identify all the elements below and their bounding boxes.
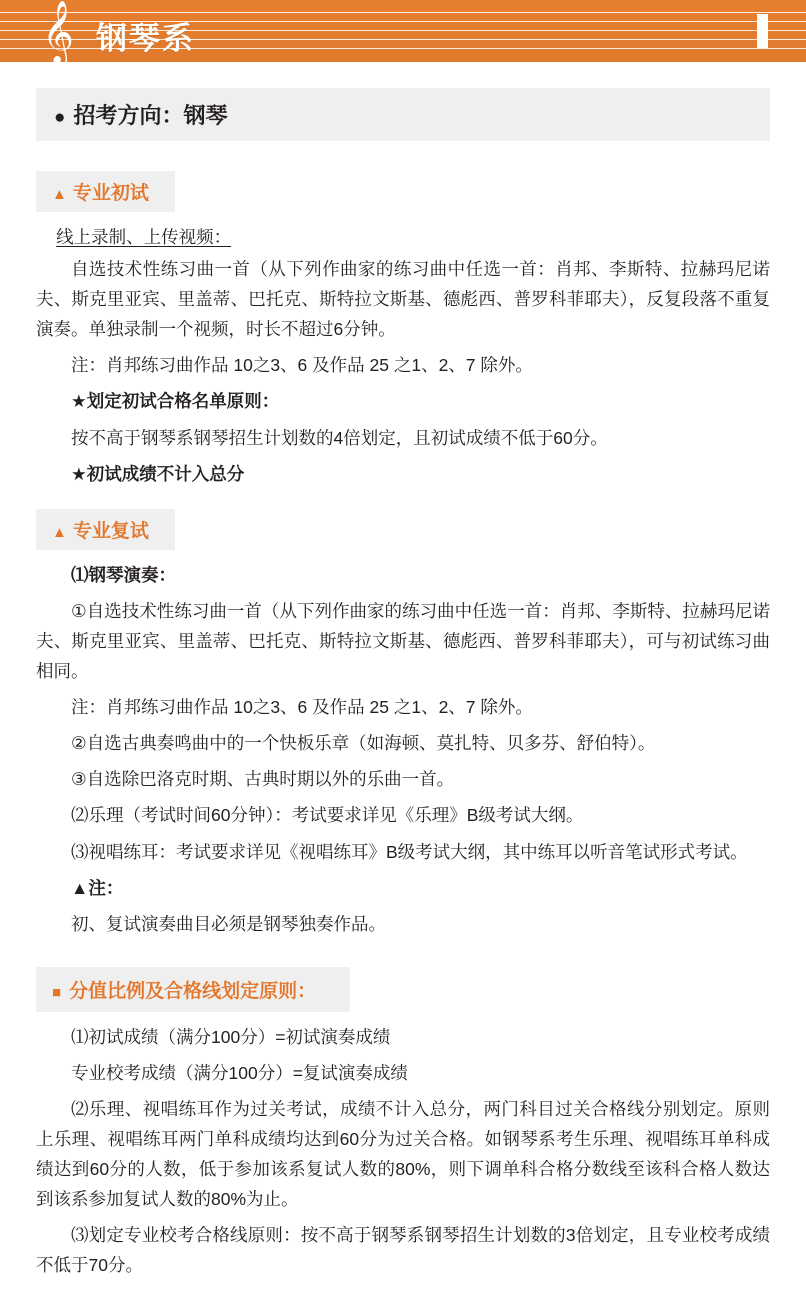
section-header-scoring — [36, 967, 350, 1012]
bar-marker-icon — [757, 14, 768, 48]
triangle-icon: ▲ — [52, 523, 67, 541]
square-icon: ■ — [52, 983, 62, 1001]
triangle-icon: ▲ — [52, 186, 67, 203]
scoring-line-2: 专业校考成绩（满分100分）=复试演奏成绩 — [71, 1062, 408, 1083]
treble-clef-icon: 𝄞 — [42, 2, 74, 62]
retest-item3: ⑶视唱练耳：考试要求详见《视唱练耳》B级考试大纲，其中练耳以听音笔试形式考试。 — [71, 841, 748, 862]
retest-item1-label: ⑴钢琴演奏： — [71, 564, 176, 585]
department-title: 钢琴系 — [96, 21, 195, 56]
page-bottom-spacer — [36, 1287, 770, 1295]
scoring-line-4: ⑶划定专业校考合格线原则：按不高于钢琴系钢琴招生计划数的3倍划定，且专业校考成绩不低于70分。 — [36, 1225, 770, 1276]
retest-item1-sub-3: ②自选古典奏鸣曲中的一个快板乐章（如海顿、莫扎特、贝多芬、舒伯特）。 — [71, 733, 656, 754]
retest-item1-sub-4: ③自选除巴洛克时期、古典时期以外的乐曲一首。 — [71, 769, 455, 790]
preliminary-rule-note: ★初试成绩不计入总分 — [71, 463, 245, 484]
scoring-line-3: ⑵乐理、视唱练耳作为过关考试，成绩不计入总分，两门科目过关合格线分别划定。原则上乐理、视唱练耳两门单科成绩均达到60分为过关合格。如钢琴系考生乐理、视唱练耳单科成绩达到60分的人数，低于参加该系复试人数的80%，则下调单科合格分数线至该科合格人数达到该系参加复试人数的80%为止。 — [36, 1098, 770, 1210]
retest-item2: ⑵乐理（考试时间60分钟）：考试要求详见《乐理》B级考试大纲。 — [71, 805, 584, 826]
bullet-icon: ● — [54, 107, 66, 128]
section-title-retest: 专业复试 — [72, 520, 149, 542]
document-body — [0, 62, 806, 1315]
major-section-label: 招考方向：钢琴 — [73, 103, 228, 128]
preliminary-rule-title: ★划定初试合格名单原则： — [71, 391, 280, 412]
retest-note-text: 初、复试演奏曲目必须是钢琴独奏作品。 — [71, 913, 386, 934]
preliminary-paragraph-2: 注：肖邦练习曲作品 10之3、6 及作品 25 之1、2、7 除外。 — [71, 355, 533, 376]
retest-item1-sub-1: ①自选技术性练习曲一首（从下列作曲家的练习曲中任选一首：肖邦、李斯特、拉赫玛尼诺夫、斯克里亚宾、里盖蒂、巴托克、斯特拉文斯基、德彪西、普罗科菲耶夫），可与初试练习曲相同。 — [36, 600, 770, 682]
major-section-header — [36, 88, 770, 141]
page-banner — [0, 0, 806, 62]
preliminary-online-note: 线上录制、上传视频： — [56, 227, 232, 247]
triangle-icon: ▲ — [71, 877, 89, 898]
section-header-retest — [36, 509, 175, 550]
retest-note-label — [36, 873, 770, 903]
preliminary-paragraph-1: 自选技术性练习曲一首（从下列作曲家的练习曲中任选一首：肖邦、李斯特、拉赫玛尼诺夫、斯克里亚宾、里盖蒂、巴托克、斯特拉文斯基、德彪西、普罗科菲耶夫），反复段落不重复演奏。单独录制一个视频，时长不超过6分钟。 — [36, 259, 770, 340]
scoring-line-1: ⑴初试成绩（满分100分）=初试演奏成绩 — [71, 1026, 391, 1047]
retest-note-text-label: 注： — [88, 877, 124, 898]
section-title-preliminary: 专业初试 — [72, 183, 149, 204]
section-header-preliminary — [36, 171, 175, 212]
section-title-scoring: 分值比例及合格线划定原则： — [69, 980, 317, 1002]
retest-item1-sub-2: 注：肖邦练习曲作品 10之3、6 及作品 25 之1、2、7 除外。 — [71, 697, 533, 718]
preliminary-rule-text: 按不高于钢琴系钢琴招生计划数的4倍划定，且初试成绩不低于60分。 — [71, 427, 608, 448]
